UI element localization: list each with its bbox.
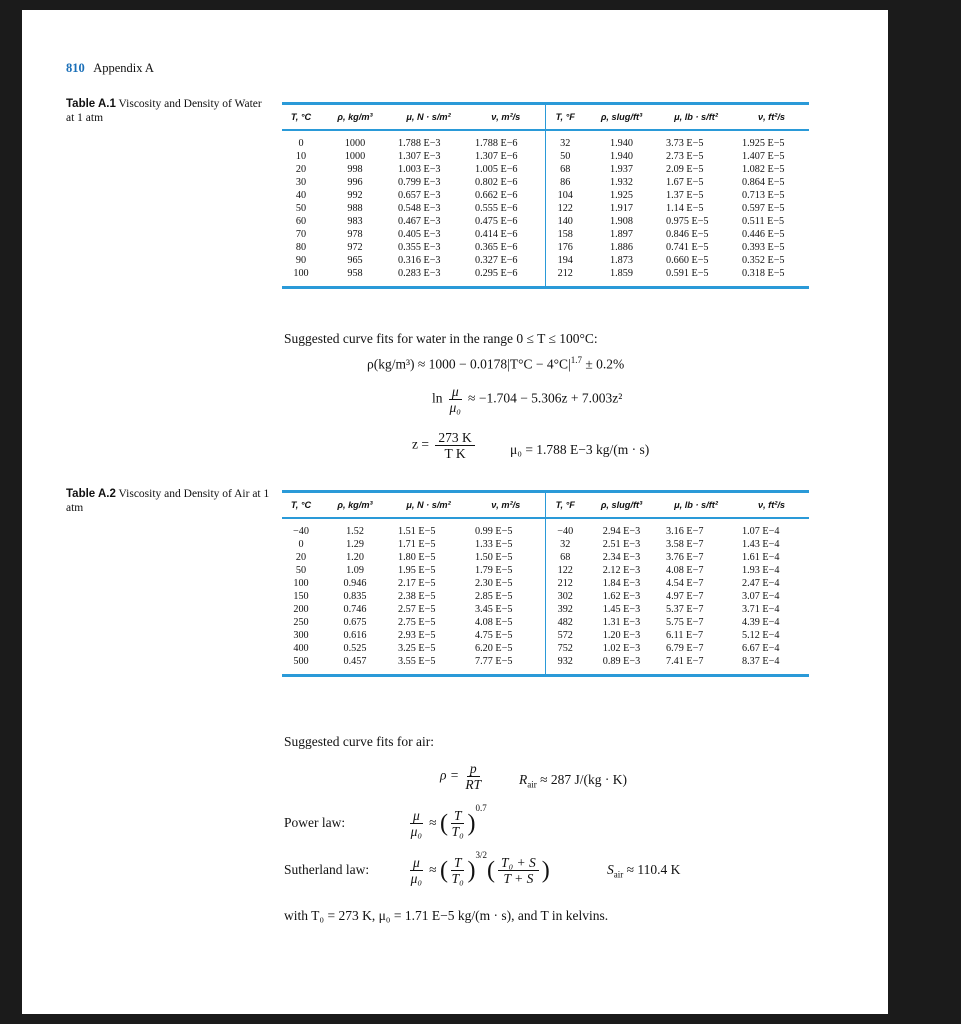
s-subscript: air — [613, 869, 624, 880]
table-cell: 0.799 E−3 — [398, 177, 441, 188]
table-cell: 40 — [295, 190, 307, 201]
table-cell: 70 — [295, 229, 307, 240]
table-cell: 3.58 E−7 — [666, 539, 704, 550]
air-fit-intro: Suggested curve fits for air: — [284, 734, 434, 749]
table-cell: 482 — [545, 616, 585, 629]
column-header: T, °C — [282, 104, 320, 131]
s-value: ≈ 110.4 K — [623, 862, 681, 877]
table-cell: 50 — [545, 150, 585, 163]
table-row — [282, 150, 809, 163]
table-cell: 1.897 — [610, 229, 633, 240]
column-header: ρ, slug/ft³ — [585, 104, 658, 131]
table-cell: 0 — [298, 539, 304, 550]
table-row — [282, 551, 809, 564]
table-cell: 1.082 E−5 — [742, 164, 785, 175]
table-cell: 1.407 E−5 — [742, 151, 785, 162]
column-header: μ, lb · s/ft² — [658, 104, 734, 131]
table-cell: 1.61 E−4 — [742, 552, 780, 563]
p-over-rt — [465, 761, 481, 792]
table-cell: 0.99 E−5 — [475, 526, 513, 537]
z-fraction — [435, 430, 474, 461]
sutherland-law-equation — [407, 850, 550, 886]
table-row — [282, 267, 809, 288]
table-cell: 3.73 E−5 — [666, 138, 704, 149]
table-cell: 212 — [545, 577, 585, 590]
table-cell: 0.327 E−6 — [475, 255, 518, 266]
table-cell: 2.94 E−3 — [602, 526, 641, 537]
table-cell: 0.511 E−5 — [742, 216, 785, 227]
table-cell: 20 — [295, 164, 307, 175]
table-cell: 965 — [347, 255, 363, 266]
power-approx: ≈ — [429, 815, 437, 830]
table-cell: 988 — [347, 203, 363, 214]
table-a1-caption-text: Viscosity and Density of Water at 1 atm — [66, 98, 262, 124]
table-cell: 0.713 E−5 — [742, 190, 785, 201]
power-t: T — [451, 808, 465, 824]
table-cell: 30 — [295, 177, 307, 188]
table-cell: 0.393 E−5 — [742, 242, 785, 253]
table-row — [282, 603, 809, 616]
table-cell: 20 — [295, 552, 307, 563]
table-cell: 0.352 E−5 — [742, 255, 785, 266]
table-cell: 998 — [347, 164, 363, 175]
paren-close-2: ) — [541, 857, 550, 884]
table-cell: 176 — [545, 241, 585, 254]
table-cell: 100 — [282, 267, 320, 288]
power-mu: μ — [410, 808, 423, 824]
table-cell: 0.741 E−5 — [666, 242, 709, 253]
table-cell: 100 — [293, 578, 309, 589]
table-cell: 0.316 E−3 — [398, 255, 441, 266]
column-header: ν, ft²/s — [734, 104, 809, 131]
table-cell: −40 — [545, 518, 585, 538]
water-density-fit — [367, 355, 624, 373]
table-cell: 0.675 — [343, 617, 367, 628]
table-cell: 140 — [545, 215, 585, 228]
water-viscosity-fit — [432, 384, 622, 415]
r-symbol: R — [519, 772, 528, 787]
table-cell: 0.657 E−3 — [398, 190, 441, 201]
power-t-ratio — [451, 808, 465, 839]
suth-exponent: 3/2 — [475, 850, 487, 860]
p-symbol: p — [467, 761, 480, 777]
table-row — [282, 642, 809, 655]
table-row — [282, 228, 809, 241]
table-cell: 1.33 E−5 — [475, 539, 513, 550]
table-cell: 1.14 E−5 — [666, 203, 704, 214]
table-cell: 1.80 E−5 — [398, 552, 436, 563]
table-cell: 1.932 — [610, 177, 633, 188]
table-cell: 212 — [545, 267, 585, 288]
table-cell: 1.859 — [585, 267, 658, 288]
water-density-fit-text: ρ(kg/m³) ≈ 1000 − 0.0178|T°C − 4°C| — [367, 356, 571, 372]
column-header: ν, m²/s — [467, 492, 545, 519]
table-cell: 392 — [545, 603, 585, 616]
column-header: ν, m²/s — [467, 104, 545, 131]
suth-mu: μ — [410, 855, 423, 871]
table-cell: 1.29 — [346, 539, 364, 550]
suth-numerator: T₀ + S — [498, 855, 539, 871]
table-cell: 1.908 — [610, 216, 633, 227]
table-cell: 6.79 E−7 — [666, 643, 704, 654]
table-cell: 1.95 E−5 — [398, 565, 436, 576]
table-cell: 8.37 E−4 — [734, 655, 809, 676]
table-cell: 1.003 E−3 — [398, 164, 441, 175]
suth-denominator: T + S — [503, 871, 534, 887]
table-cell: 2.09 E−5 — [666, 164, 704, 175]
air-density-fit — [440, 761, 484, 792]
table-cell: 978 — [347, 229, 363, 240]
ln-label: ln — [432, 390, 443, 406]
table-cell: 1.20 — [346, 552, 364, 563]
table-cell: 1.07 E−4 — [742, 526, 780, 537]
suth-mu0: μ₀ — [410, 871, 423, 887]
table-cell: 0.846 E−5 — [666, 229, 709, 240]
table-cell: 1.51 E−5 — [398, 526, 436, 537]
water-mu0-value: μ₀ = 1.788 E−3 kg/(m · s) — [510, 442, 650, 457]
table-a1 — [282, 102, 809, 289]
table-cell: 0.318 E−5 — [734, 267, 809, 288]
suth-t: T — [451, 855, 465, 871]
table-cell: 0.660 E−5 — [666, 255, 709, 266]
table-cell: 250 — [293, 617, 309, 628]
table-cell: 2.12 E−3 — [602, 565, 641, 576]
table-cell: 302 — [545, 590, 585, 603]
sutherland-law-label: Sutherland law: — [284, 862, 370, 877]
table-row — [282, 616, 809, 629]
table-cell: 0.802 E−6 — [475, 177, 518, 188]
table-cell: 50 — [295, 203, 307, 214]
power-mu0: μ₀ — [410, 824, 423, 840]
mu0-symbol: μ₀ — [449, 400, 462, 415]
table-cell: 500 — [282, 655, 320, 676]
r-subscript: air — [527, 779, 537, 790]
table-cell: 1000 — [344, 151, 366, 162]
table-cell: 0.975 E−5 — [666, 216, 709, 227]
table-cell: 752 — [545, 642, 585, 655]
table-cell: 0.746 — [343, 604, 367, 615]
table-cell: 983 — [347, 216, 363, 227]
paren-close-1: ) — [467, 857, 476, 884]
table-cell: 0.414 E−6 — [475, 229, 518, 240]
table-cell: 1.788 E−3 — [398, 138, 441, 149]
table-cell: 0.555 E−6 — [475, 203, 518, 214]
table-cell: 4.75 E−5 — [475, 630, 513, 641]
air-rho-lhs: ρ = — [440, 767, 459, 783]
table-row — [282, 163, 809, 176]
column-header: ρ, kg/m³ — [320, 492, 390, 519]
table-cell: 958 — [320, 267, 390, 288]
table-cell: 90 — [295, 255, 307, 266]
table-cell: 1.45 E−3 — [602, 604, 641, 615]
table-cell: 0.295 E−6 — [467, 267, 545, 288]
table-cell: 2.85 E−5 — [475, 591, 513, 602]
table-cell: 992 — [347, 190, 363, 201]
table-cell: 400 — [293, 643, 309, 654]
table-cell: 68 — [545, 551, 585, 564]
table-cell: 4.08 E−5 — [475, 617, 513, 628]
column-header: T, °F — [545, 492, 585, 519]
sutherland-constant — [607, 862, 680, 880]
table-cell: 0.283 E−3 — [390, 267, 467, 288]
table-cell: 1.307 E−6 — [475, 151, 518, 162]
power-law-label: Power law: — [284, 815, 346, 830]
table-cell: 1.79 E−5 — [475, 565, 513, 576]
table-cell: 7.77 E−5 — [467, 655, 545, 676]
table-cell: 0.597 E−5 — [742, 203, 785, 214]
table-a1-label: Table A.1 — [66, 98, 116, 110]
table-cell: 0.662 E−6 — [475, 190, 518, 201]
table-cell: 10 — [295, 151, 307, 162]
z-numerator: 273 K — [435, 430, 474, 446]
air-fit-footer: with T₀ = 273 K, μ₀ = 1.71 E−5 kg/(m · s), and T in kelvins. — [284, 908, 609, 923]
table-cell: 7.41 E−7 — [658, 655, 734, 676]
column-header: μ, N · s/m² — [390, 104, 467, 131]
table-cell: 300 — [293, 630, 309, 641]
table-cell: 3.71 E−4 — [742, 604, 780, 615]
table-cell: 1.67 E−5 — [666, 177, 704, 188]
table-cell: 0.89 E−3 — [585, 655, 658, 676]
table-cell: 996 — [347, 177, 363, 188]
column-header: ρ, slug/ft³ — [585, 492, 658, 519]
table-a2-caption — [66, 487, 271, 515]
table-cell: 1.937 — [610, 164, 633, 175]
water-fit-intro: Suggested curve fits for water in the range 0 ≤ T ≤ 100°C: — [284, 331, 598, 346]
table-cell: 0.446 E−5 — [742, 229, 785, 240]
table-cell: 0.525 — [343, 643, 367, 654]
mu-symbol: μ — [449, 384, 462, 400]
table-cell: 0.591 E−5 — [658, 267, 734, 288]
table-a2 — [282, 490, 809, 677]
power-exponent: 0.7 — [475, 803, 487, 813]
table-cell: 0.475 E−6 — [475, 216, 518, 227]
table-cell: 1.917 — [610, 203, 633, 214]
table-cell: 1.788 E−6 — [475, 138, 518, 149]
table-cell: 0.946 — [343, 578, 367, 589]
r-value: ≈ 287 J/(kg · K) — [536, 772, 628, 787]
s-symbol: S — [607, 862, 614, 877]
table-a2-label: Table A.2 — [66, 488, 116, 500]
table-cell: 3.07 E−4 — [742, 591, 780, 602]
table-cell: 5.37 E−7 — [666, 604, 704, 615]
column-header: ρ, kg/m³ — [320, 104, 390, 131]
table-row — [282, 518, 809, 538]
suth-s-ratio — [498, 855, 539, 886]
table-cell: 0.457 — [320, 655, 390, 676]
table-cell: 1.31 E−3 — [602, 617, 641, 628]
table-row — [282, 577, 809, 590]
table-cell: 1.925 — [610, 190, 633, 201]
table-cell: 2.17 E−5 — [398, 578, 436, 589]
table-cell: 150 — [293, 591, 309, 602]
suth-t0: T₀ — [451, 871, 464, 887]
table-cell: 4.08 E−7 — [666, 565, 704, 576]
table-row — [282, 590, 809, 603]
table-cell: 122 — [545, 202, 585, 215]
table-cell: 5.12 E−4 — [742, 630, 780, 641]
table-cell: 32 — [545, 538, 585, 551]
table-cell: 1.93 E−4 — [742, 565, 780, 576]
suth-approx: ≈ — [429, 862, 437, 877]
table-cell: 2.57 E−5 — [398, 604, 436, 615]
table-cell: 1.52 — [346, 526, 364, 537]
page-number: 810 — [66, 61, 85, 75]
table-cell: 1.873 — [610, 255, 633, 266]
table-row — [282, 215, 809, 228]
z-lhs: z = — [412, 436, 429, 452]
water-density-fit-tail: ± 0.2% — [582, 356, 625, 372]
table-cell: 0.835 — [343, 591, 367, 602]
table-cell: 0.616 — [343, 630, 367, 641]
table-cell: 104 — [545, 189, 585, 202]
table-cell: 1.09 — [346, 565, 364, 576]
table-cell: 68 — [545, 163, 585, 176]
table-cell: 3.76 E−7 — [666, 552, 704, 563]
table-cell: 3.45 E−5 — [475, 604, 513, 615]
table-cell: 80 — [295, 242, 307, 253]
table-row — [282, 241, 809, 254]
table-cell: 200 — [293, 604, 309, 615]
gas-constant — [519, 772, 627, 790]
table-cell: 1.940 — [610, 138, 633, 149]
paren-open-2: ( — [486, 857, 495, 884]
table-cell: 2.30 E−5 — [475, 578, 513, 589]
z-definition — [412, 430, 478, 461]
table-cell: 4.39 E−4 — [742, 617, 780, 628]
table-cell: 0.365 E−6 — [475, 242, 518, 253]
table-row — [282, 254, 809, 267]
table-cell: 2.93 E−5 — [398, 630, 436, 641]
table-row — [282, 189, 809, 202]
table-cell: 2.47 E−4 — [742, 578, 780, 589]
table-cell: 972 — [347, 242, 363, 253]
table-cell: 2.51 E−3 — [602, 539, 641, 550]
table-cell: 1.005 E−6 — [475, 164, 518, 175]
table-cell: 4.97 E−7 — [666, 591, 704, 602]
table-cell: 1.925 E−5 — [742, 138, 785, 149]
column-header: μ, N · s/m² — [390, 492, 467, 519]
paren-open-1: ( — [439, 857, 448, 884]
table-cell: 0.467 E−3 — [398, 216, 441, 227]
table-cell: 4.54 E−7 — [666, 578, 704, 589]
table-cell: 1.20 E−3 — [602, 630, 641, 641]
z-denominator: T K — [444, 446, 466, 461]
table-cell: 1.43 E−4 — [742, 539, 780, 550]
table-cell: 6.67 E−4 — [742, 643, 780, 654]
table-row — [282, 202, 809, 215]
table-row — [282, 629, 809, 642]
table-cell: 0.355 E−3 — [398, 242, 441, 253]
table-row — [282, 176, 809, 189]
table-cell: 0.405 E−3 — [398, 229, 441, 240]
table-cell: 1.84 E−3 — [602, 578, 641, 589]
table-cell: 0.548 E−3 — [398, 203, 441, 214]
section-title: Appendix A — [93, 61, 154, 75]
table-cell: 1.940 — [610, 151, 633, 162]
suth-t-ratio — [451, 855, 465, 886]
table-cell: 1.50 E−5 — [475, 552, 513, 563]
table-cell: 2.75 E−5 — [398, 617, 436, 628]
rt-symbol: RT — [465, 777, 482, 792]
table-cell: 0.864 E−5 — [742, 177, 785, 188]
column-header: ν, ft²/s — [734, 492, 809, 519]
power-mu-ratio — [410, 808, 423, 839]
table-row — [282, 130, 809, 150]
table-cell: 2.38 E−5 — [398, 591, 436, 602]
table-cell: 5.75 E−7 — [666, 617, 704, 628]
table-row — [282, 655, 809, 676]
table-cell: 1.71 E−5 — [398, 539, 436, 550]
table-cell: 1.307 E−3 — [398, 151, 441, 162]
water-viscosity-fit-rhs: ≈ −1.704 − 5.306z + 7.003z² — [468, 390, 623, 406]
table-cell: −40 — [293, 526, 309, 537]
table-cell: 3.16 E−7 — [666, 526, 704, 537]
table-cell: 1.62 E−3 — [602, 591, 641, 602]
table-cell: 1.02 E−3 — [602, 643, 641, 654]
table-cell: 6.11 E−7 — [666, 630, 704, 641]
table-cell: 194 — [545, 254, 585, 267]
table-cell: 1000 — [344, 138, 366, 149]
table-cell: 6.20 E−5 — [475, 643, 513, 654]
table-cell: 932 — [545, 655, 585, 676]
table-cell: 32 — [545, 130, 585, 150]
table-cell: 1.886 — [610, 242, 633, 253]
power-t0: T₀ — [451, 824, 464, 840]
table-cell: 572 — [545, 629, 585, 642]
paren-open: ( — [439, 810, 448, 837]
table-row — [282, 538, 809, 551]
table-a1-caption — [66, 97, 271, 125]
page-header — [66, 61, 154, 76]
paren-close: ) — [467, 810, 476, 837]
table-cell: 0 — [298, 138, 304, 149]
water-density-fit-exponent: 1.7 — [570, 355, 582, 365]
suth-mu-ratio — [410, 855, 423, 886]
page — [22, 10, 888, 1014]
table-cell: 60 — [295, 216, 307, 227]
table-cell: 1.37 E−5 — [666, 190, 704, 201]
table-cell: 86 — [545, 176, 585, 189]
column-header: T, °F — [545, 104, 585, 131]
table-cell: 50 — [295, 565, 307, 576]
table-row — [282, 564, 809, 577]
column-header: T, °C — [282, 492, 320, 519]
table-cell: 3.55 E−5 — [390, 655, 467, 676]
table-cell: 2.34 E−3 — [602, 552, 641, 563]
mu-ratio — [449, 384, 462, 415]
table-cell: 2.73 E−5 — [666, 151, 704, 162]
power-law-equation — [407, 803, 487, 839]
table-cell: 158 — [545, 228, 585, 241]
table-a2-caption-text: Viscosity and Density of Air at 1 atm — [66, 488, 270, 514]
table-cell: 122 — [545, 564, 585, 577]
table-cell: 3.25 E−5 — [398, 643, 436, 654]
column-header: μ, lb · s/ft² — [658, 492, 734, 519]
